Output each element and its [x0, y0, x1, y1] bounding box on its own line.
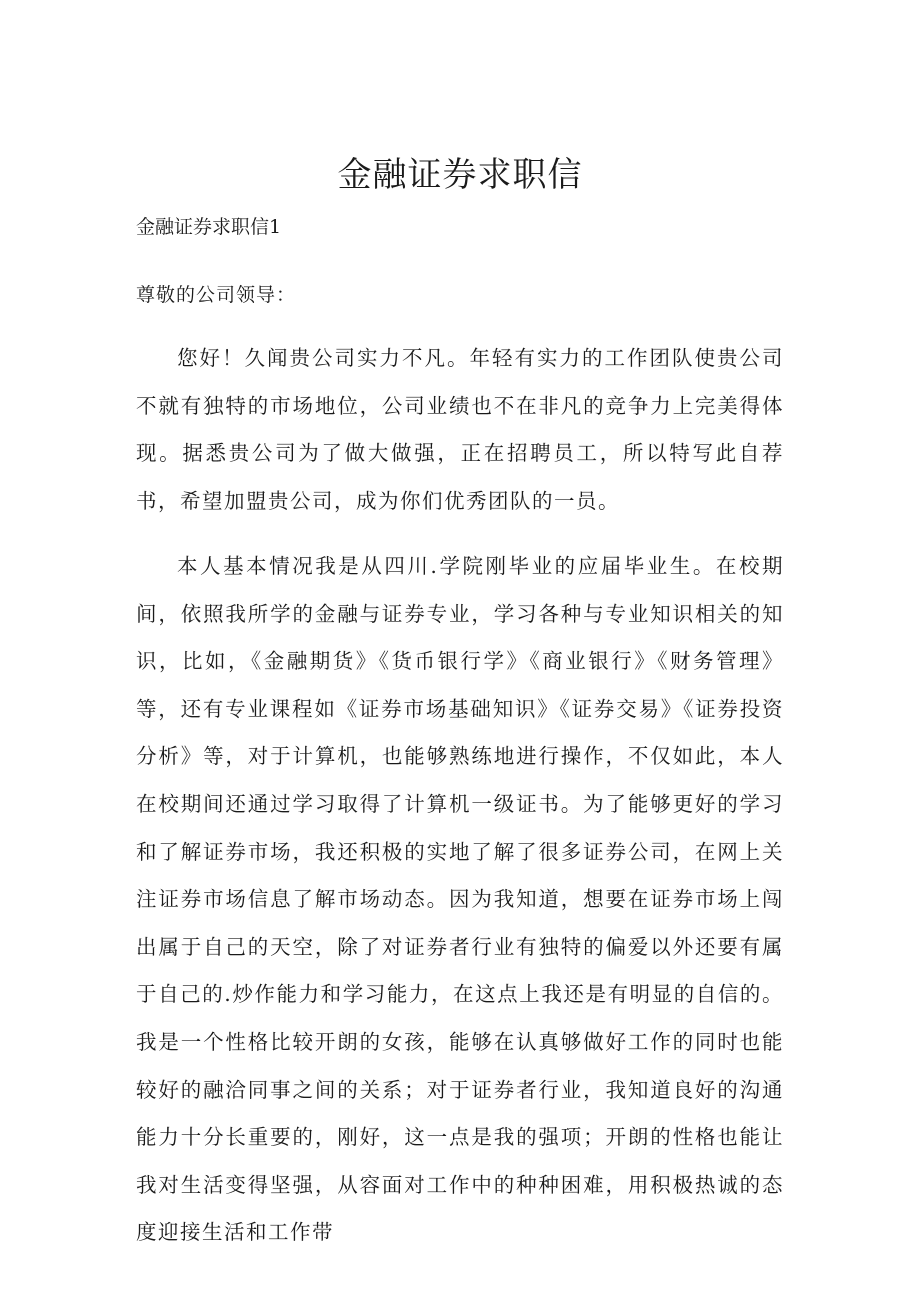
body-paragraph-background: 本人基本情况我是从四川.学院刚毕业的应届毕业生。在校期间，依照我所学的金融与证券专业，学习各种与专业知识相关的知识，比如，《金融期货》《货币银行学》《商业银行》《财务管理》等，还有专业课程如《证券市场基础知识》《证券交易》《证券投资分析》等，对于计算机，也能够熟练地进行操作，不仅如此，本人在校期间还通过学习取得了计算机一级证书。为了能够更好的学习和了解证券市场，我还积极的实地了解了很多证券公司，在网上关注证券市场信息了解市场动态。因为我知道，想要在证券市场上闯出属于自己的天空，除了对证券者行业有独特的偏爱以外还要有属于自己的.炒作能力和学习能力，在这点上我还是有明显的自信的。我是一个性格比较开朗的女孩，能够在认真够做好工作的同时也能较好的融洽同事之间的关系；对于证券者行业，我知道良好的沟通能力十分长重要的，刚好，这一点是我的强项；开朗的性格也能让我对生活变得坚强，从容面对工作中的种种困难，用积极热诚的态度迎接生活和工作带: [136, 554, 784, 1245]
salutation: 尊敬的公司领导：: [136, 284, 297, 306]
letter-subtitle: 金融证券求职信1: [136, 216, 282, 238]
page-title: 金融证券求职信: [337, 155, 583, 195]
body-paragraph-greeting: 您好！久闻贵公司实力不凡。年轻有实力的工作团队使贵公司不就有独特的市场地位，公司业绩也不在非凡的竞争力上完美得体现。据悉贵公司为了做大做强，正在招聘员工，所以特写此自荐书，希望加盟贵公司，成为你们优秀团队的一员。: [136, 346, 784, 513]
